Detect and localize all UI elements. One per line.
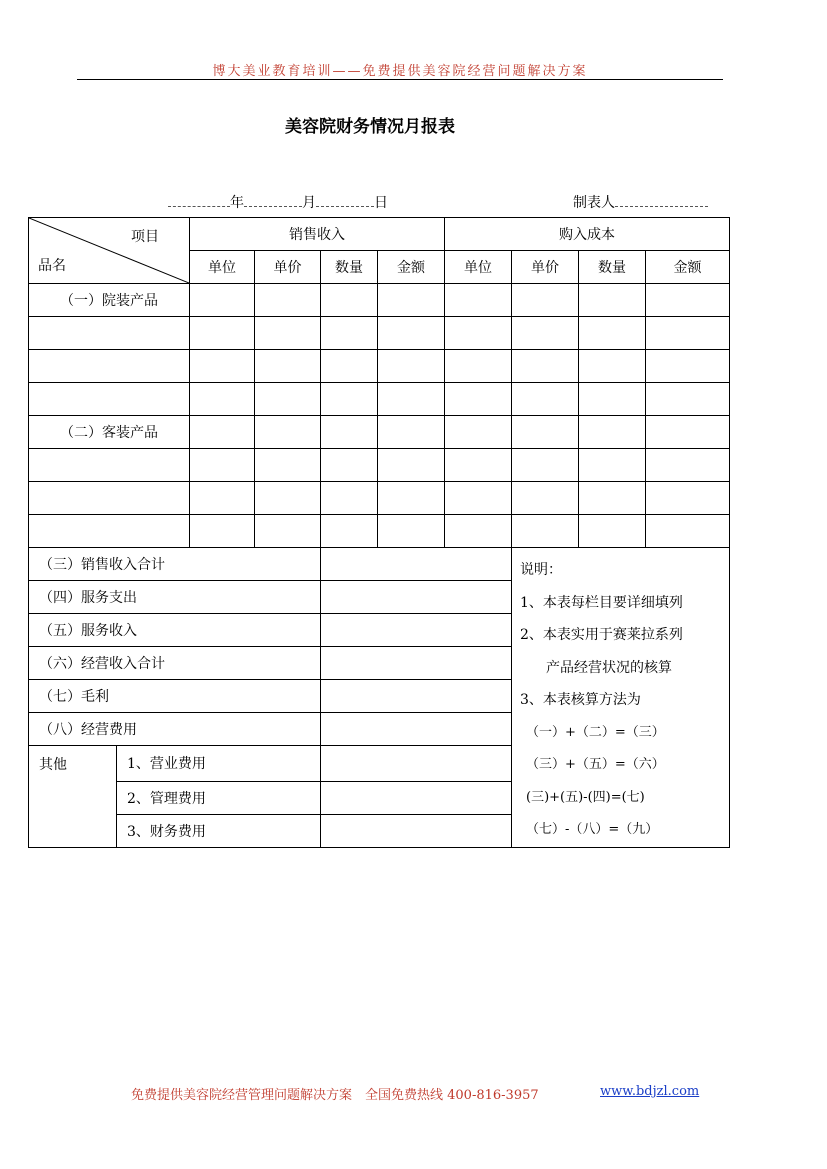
month-blank[interactable] [244, 194, 302, 207]
table-row [29, 284, 730, 317]
other-finance-expense: 3、财务费用 [117, 814, 321, 847]
notes-title: 说明： [520, 562, 562, 578]
footer-text: 免费提供美容院经营管理问题解决方案 全国免费热线 400-816-3957 [131, 1088, 539, 1103]
notes-line-2b: 产品经营状况的核算 [546, 659, 672, 676]
table-row [29, 350, 730, 383]
col-purchase-amount: 金额 [646, 251, 730, 284]
header-divider [77, 79, 723, 80]
formula-4: （七）-（八）=（九） [526, 822, 659, 837]
summary-operating-expense: （八）经营费用 [29, 713, 321, 746]
formula-1: （一）+（二）=（三） [526, 724, 665, 740]
table-row [29, 449, 730, 482]
day-blank[interactable] [316, 194, 374, 207]
header-banner: 博大美业教育培训——免费提供美容院经营问题解决方案 [212, 64, 588, 79]
corner-product-label: 品名 [38, 258, 66, 274]
preparer-label: 制表人 [573, 195, 615, 211]
notes-panel [512, 548, 730, 848]
formula-3: (三)+(五)-(四)=(七) [526, 789, 645, 805]
corner-item-label: 项目 [131, 229, 159, 245]
summary-row [29, 548, 730, 581]
col-sales-qty: 数量 [321, 251, 378, 284]
table-row [29, 416, 730, 449]
summary-service-expense: （四）服务支出 [29, 581, 321, 614]
month-label: 月 [302, 195, 316, 211]
day-label: 日 [374, 195, 388, 211]
summary-gross-profit: （七）毛利 [29, 680, 321, 713]
table-row [29, 515, 730, 548]
section-client-products: （二）客装产品 [29, 416, 190, 449]
purchase-cost-header: 购入成本 [445, 218, 730, 251]
col-purchase-qty: 数量 [579, 251, 646, 284]
year-label: 年 [230, 195, 244, 211]
notes-line-3: 3、本表核算方法为 [520, 692, 641, 708]
table-row [29, 317, 730, 350]
preparer-line [573, 192, 708, 212]
footer-link[interactable]: www.bdjzl.com [600, 1084, 700, 1099]
col-purchase-price: 单价 [512, 251, 579, 284]
page-title: 美容院财务情况月报表 [285, 117, 455, 137]
year-blank[interactable] [168, 194, 230, 207]
summary-operating-income: （六）经营收入合计 [29, 647, 321, 680]
financial-report-table [28, 217, 730, 848]
table-row [29, 383, 730, 416]
summary-service-income: （五）服务收入 [29, 614, 321, 647]
summary-sales-total: （三）销售收入合计 [29, 548, 321, 581]
col-sales-amount: 金额 [378, 251, 445, 284]
table-row [29, 482, 730, 515]
col-sales-price: 单价 [255, 251, 321, 284]
preparer-blank[interactable] [615, 194, 708, 207]
other-label: 其他 [29, 746, 117, 848]
col-sales-unit: 单位 [190, 251, 255, 284]
other-sales-expense: 1、营业费用 [117, 746, 321, 782]
notes-line-1: 1、本表每栏目要详细填列 [520, 594, 683, 611]
corner-header [29, 218, 190, 284]
sales-income-header: 销售收入 [190, 218, 445, 251]
notes-line-2: 2、本表实用于赛莱拉系列 [520, 627, 683, 643]
col-purchase-unit: 单位 [445, 251, 512, 284]
date-line [168, 192, 388, 212]
formula-2: （三）+（五）=（六） [526, 757, 665, 772]
footer [131, 1084, 700, 1103]
other-admin-expense: 2、管理费用 [117, 781, 321, 814]
section-salon-products: （一）院装产品 [29, 284, 190, 317]
